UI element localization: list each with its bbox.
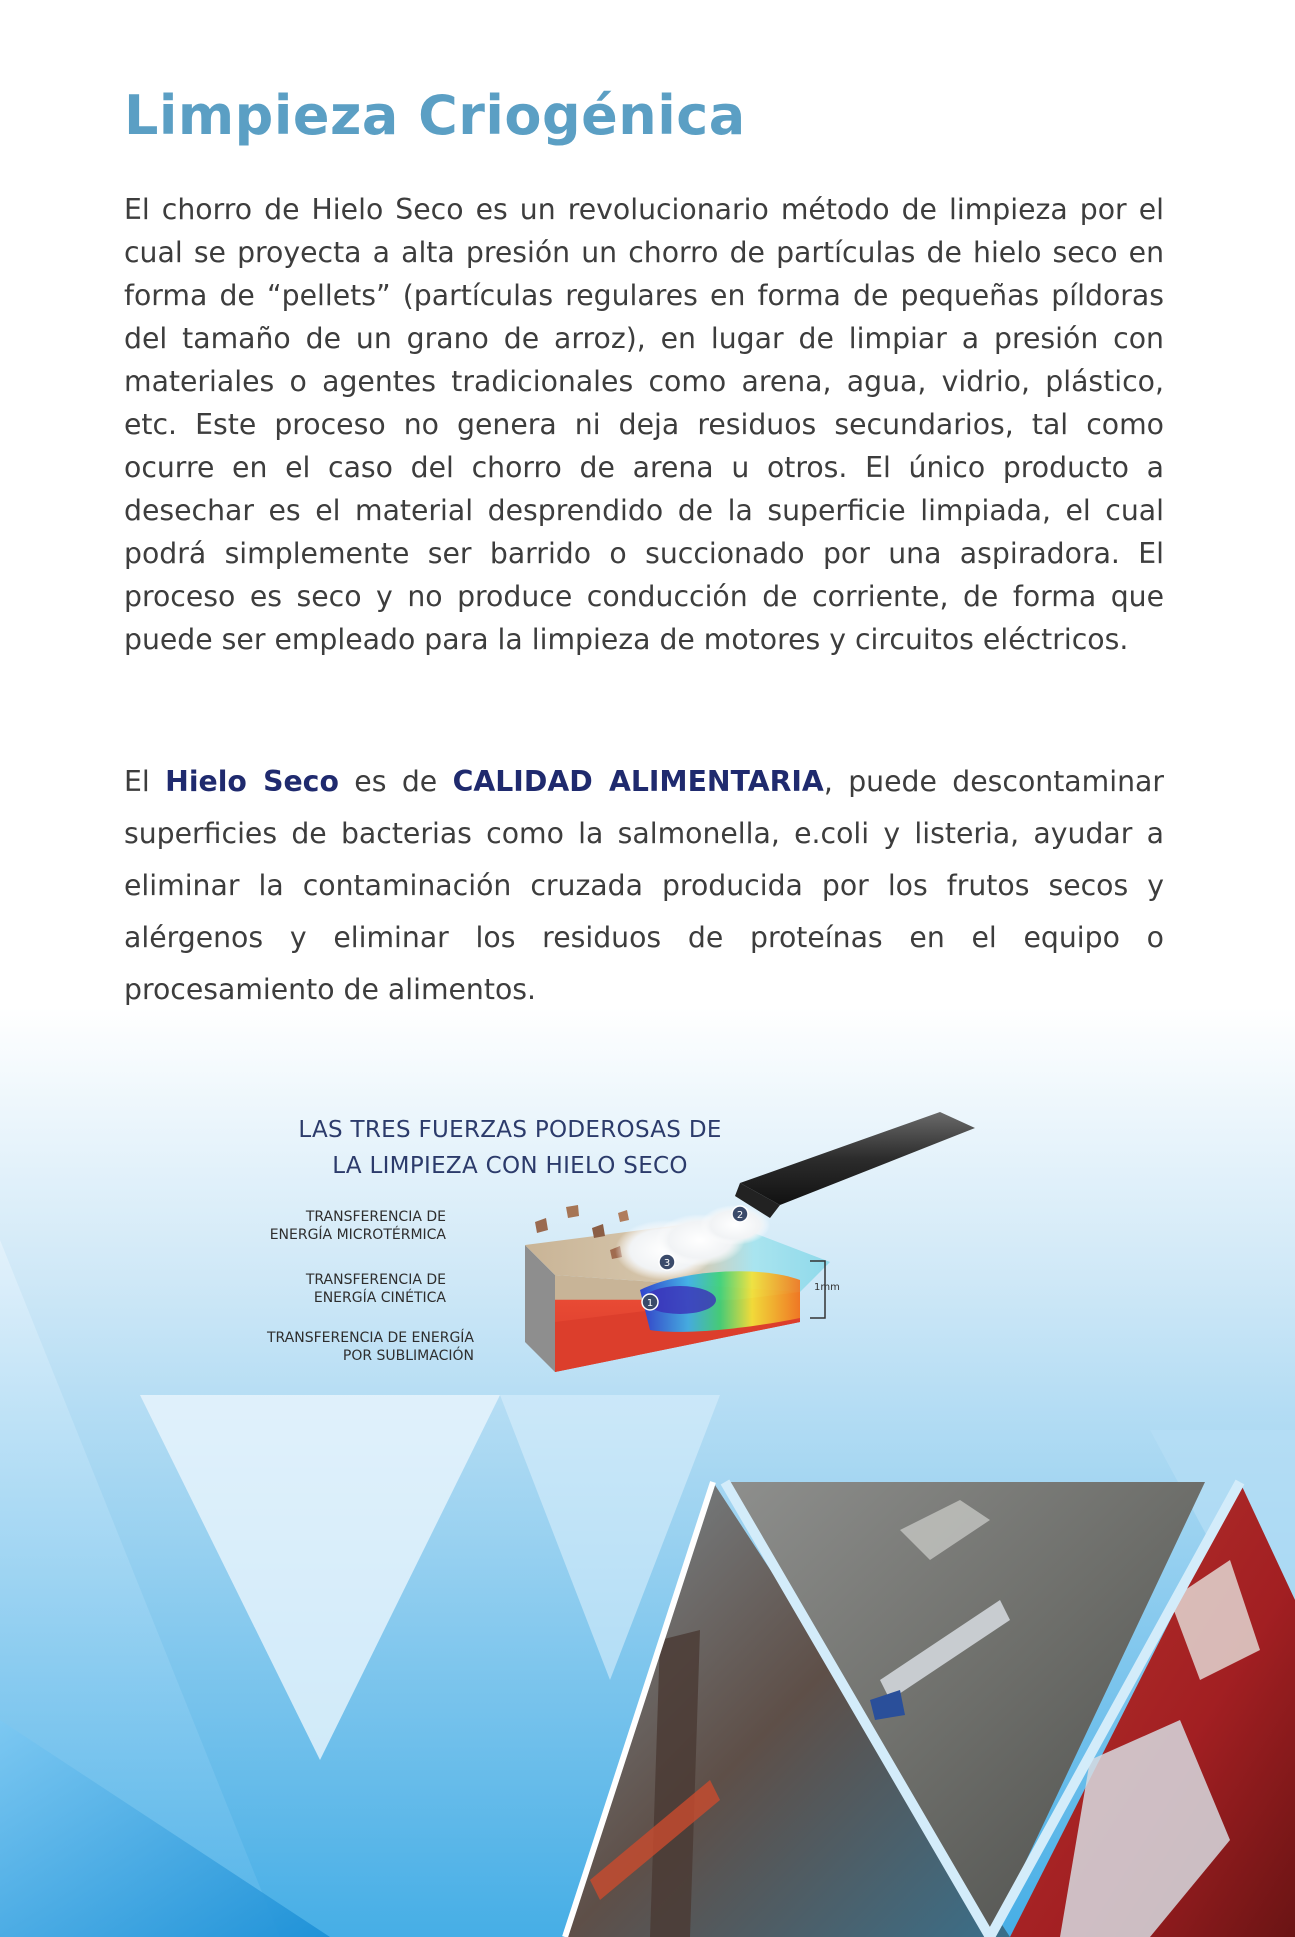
diagram-title-line1: LAS TRES FUERZAS PODEROSAS DE bbox=[298, 1117, 722, 1143]
marker-3: 3 bbox=[663, 1258, 671, 1269]
paragraph-text: El bbox=[124, 765, 166, 798]
label-sublimation-line2: POR SUBLIMACIÓN bbox=[342, 1348, 474, 1364]
paragraph-text: , puede descontaminar superficies de bacterias como la salmonella, e.coli y listeria, ayudar a eliminar la contaminación cruzada producida por los frutos secos y alérgenos y eliminar los residuos de proteínas en el equipo o procesamiento de alimentos. bbox=[124, 765, 1164, 1006]
dimension-label: 1mm bbox=[814, 1282, 840, 1293]
diagram-title-line2: LA LIMPIEZA CON HIELO SECO bbox=[332, 1153, 688, 1179]
label-microthermal-line1: TRANSFERENCIA DE bbox=[305, 1209, 446, 1225]
label-kinetic-line1: TRANSFERENCIA DE bbox=[305, 1272, 446, 1288]
marker-2: 2 bbox=[736, 1210, 744, 1221]
highlight-calidad-alimentaria: CALIDAD ALIMENTARIA bbox=[452, 765, 824, 798]
intro-paragraph: El chorro de Hielo Seco es un revolucionario método de limpieza por el cual se proyecta a alta presión un chorro de partículas de hielo seco en forma de “pellets” (partículas regulares en forma de pequeñas píldoras del tamaño de un grano de arroz), en lugar de limpiar a presión con materiales o agentes tradicionales como arena, agua, vidrio, plástico, etc. Este proceso no genera ni deja residuos secundarios, tal como ocurre en el caso del chorro de arena u otros. El único producto a desechar es el material desprendido de la superficie limpiada, el cual podrá simplemente ser barrido o succionado por una aspiradora. El proceso es seco y no produce conducción de corriente, de forma que puede ser empleado para la limpieza de motores y circuitos eléctricos. bbox=[124, 193, 1164, 656]
label-sublimation-line1: TRANSFERENCIA DE ENERGÍA bbox=[266, 1330, 474, 1346]
marker-1: 1 bbox=[646, 1298, 654, 1309]
label-kinetic-line2: ENERGÍA CINÉTICA bbox=[313, 1290, 446, 1306]
page-title: Limpieza Criogénica bbox=[124, 84, 746, 147]
blasting-nozzle bbox=[740, 1112, 975, 1205]
highlight-hielo-seco: Hielo Seco bbox=[165, 765, 339, 798]
label-microthermal-line2: ENERGÍA MICROTÉRMICA bbox=[269, 1227, 446, 1243]
paragraph-text: es de bbox=[338, 765, 453, 798]
